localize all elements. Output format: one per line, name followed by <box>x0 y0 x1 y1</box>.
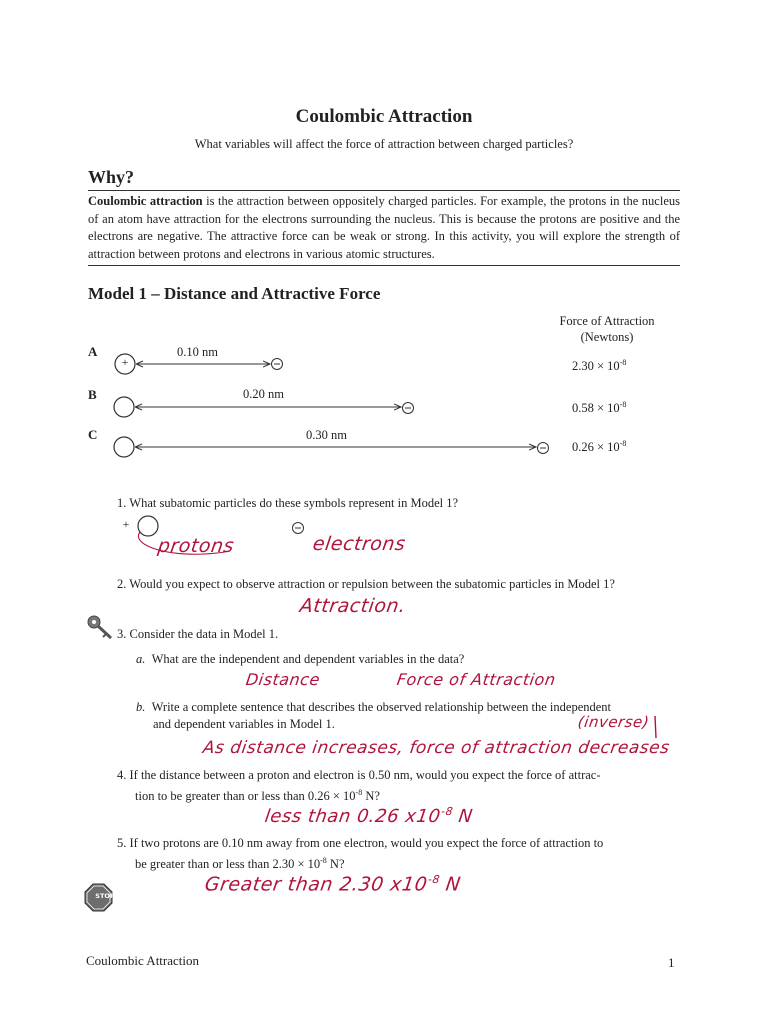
proton-c-icon <box>114 437 134 457</box>
distance-c: 0.30 nm <box>306 428 347 442</box>
q3a-text: What are the independent and dependent variables in the data? <box>151 652 465 666</box>
why-term: Coulombic attraction <box>88 194 203 208</box>
q2-text: Would you expect to observe attraction or repulsion between the subatomic particles in Model 1? <box>129 577 615 591</box>
q3a <box>136 651 464 668</box>
q3a-answer-dependent: Force of Attraction <box>395 670 557 689</box>
q2-number: 2. <box>117 577 127 591</box>
force-a-exponent: -8 <box>619 358 627 367</box>
q4-text-line2: tion to be greater than or less than 0.26 × 10 <box>135 789 356 804</box>
force-c-mantissa: 0.26 × 10 <box>572 440 620 455</box>
row-label-c: C <box>88 427 98 442</box>
q5-number: 5. <box>117 836 127 850</box>
q4-text-line1: If the distance between a proton and electron is 0.50 nm, would you expect the force of attrac- <box>129 768 601 782</box>
q3a-letter: a. <box>136 652 146 666</box>
q4 <box>117 767 601 805</box>
proton-a-symbol: + <box>121 355 129 369</box>
q1-answer-protons: protons <box>156 535 236 557</box>
q1-number: 1. <box>117 496 127 510</box>
q3b-line1 <box>136 699 611 716</box>
q5-answer-exponent: -8 <box>427 873 441 886</box>
force-header-line1: Force of Attraction <box>559 314 655 328</box>
row-label-b: B <box>88 387 97 402</box>
q5-answer-text: Greater than 2.30 x10 <box>203 873 429 896</box>
force-b-mantissa: 0.58 × 10 <box>572 401 620 416</box>
q1-proton-icon <box>138 516 158 536</box>
row-label-a: A <box>88 344 98 359</box>
force-header-line2: (Newtons) <box>580 330 634 344</box>
distance-b: 0.20 nm <box>243 387 284 401</box>
q5-text-unit: N? <box>326 857 345 872</box>
q3a-answer-independent: Distance <box>244 670 322 689</box>
q4-line1 <box>117 767 601 784</box>
model-heading: Model 1 – Distance and Attractive Force <box>88 284 381 303</box>
q1 <box>117 495 458 512</box>
q3-text: Consider the data in Model 1. <box>129 627 279 641</box>
q3b-text-line1: Write a complete sentence that describes the observed relationship between the independent <box>151 700 612 714</box>
q4-exponent: -8 <box>355 788 363 797</box>
key-icon <box>88 616 111 638</box>
q2 <box>117 576 615 593</box>
force-a-mantissa: 2.30 × 10 <box>572 359 620 374</box>
q5 <box>117 835 603 873</box>
q3b <box>136 699 611 733</box>
q2-answer: Attraction. <box>298 595 408 617</box>
q1-text: What subatomic particles do these symbols represent in Model 1? <box>129 496 459 510</box>
force-b-exponent: -8 <box>619 400 627 409</box>
why-heading: Why? <box>88 167 135 187</box>
stop-sign-label: STOP <box>95 892 115 900</box>
q5-exponent: -8 <box>320 856 327 865</box>
q5-line2 <box>117 852 603 873</box>
q3b-answer: As distance increases, force of attraction decreases <box>201 738 671 758</box>
q5-text-line2: be greater than or less than 2.30 × 10 <box>135 857 321 872</box>
q4-answer <box>263 805 474 827</box>
force-c-exponent: -8 <box>619 439 627 448</box>
q4-answer-exponent: -8 <box>440 805 455 818</box>
q5-text-line1: If two protons are 0.10 nm away from one electron, would you expect the force of attraction to <box>129 836 604 850</box>
q5-answer-unit: N <box>437 873 463 896</box>
q3b-letter: b. <box>136 700 146 714</box>
q1-answer-electrons: electrons <box>311 533 407 555</box>
page-number: 1 <box>668 955 675 970</box>
q5-line1 <box>117 835 603 852</box>
q1-proton-symbol: + <box>122 517 130 531</box>
distance-a: 0.10 nm <box>177 345 218 359</box>
q3 <box>117 626 278 643</box>
footer-title: Coulombic Attraction <box>86 953 200 968</box>
q4-answer-unit: N <box>450 806 475 827</box>
q3-number: 3. <box>117 627 127 641</box>
q3b-answer-note: (inverse) <box>576 713 651 731</box>
page-title: Coulombic Attraction <box>295 106 473 127</box>
q4-answer-text: less than 0.26 x10 <box>263 806 442 827</box>
q3b-text-line2: and dependent variables in Model 1. <box>153 717 335 731</box>
q4-number: 4. <box>117 768 127 782</box>
q4-line2 <box>117 784 601 805</box>
why-body: is the attraction between oppositely charged particles. For example, the protons in the nucleus of an atom have attraction for the electrons surrounding the nucleus. This is because the protons are positive and the electrons are negative. The attractive force can be weak or strong. In this activity, you will explore the strength of attraction between protons and electrons in various atomic structures. <box>88 194 680 261</box>
q5-answer <box>203 873 462 895</box>
q4-text-unit: N? <box>362 789 380 804</box>
page-subtitle: What variables will affect the force of attraction between charged particles? <box>194 137 574 151</box>
proton-b-icon <box>114 397 134 417</box>
